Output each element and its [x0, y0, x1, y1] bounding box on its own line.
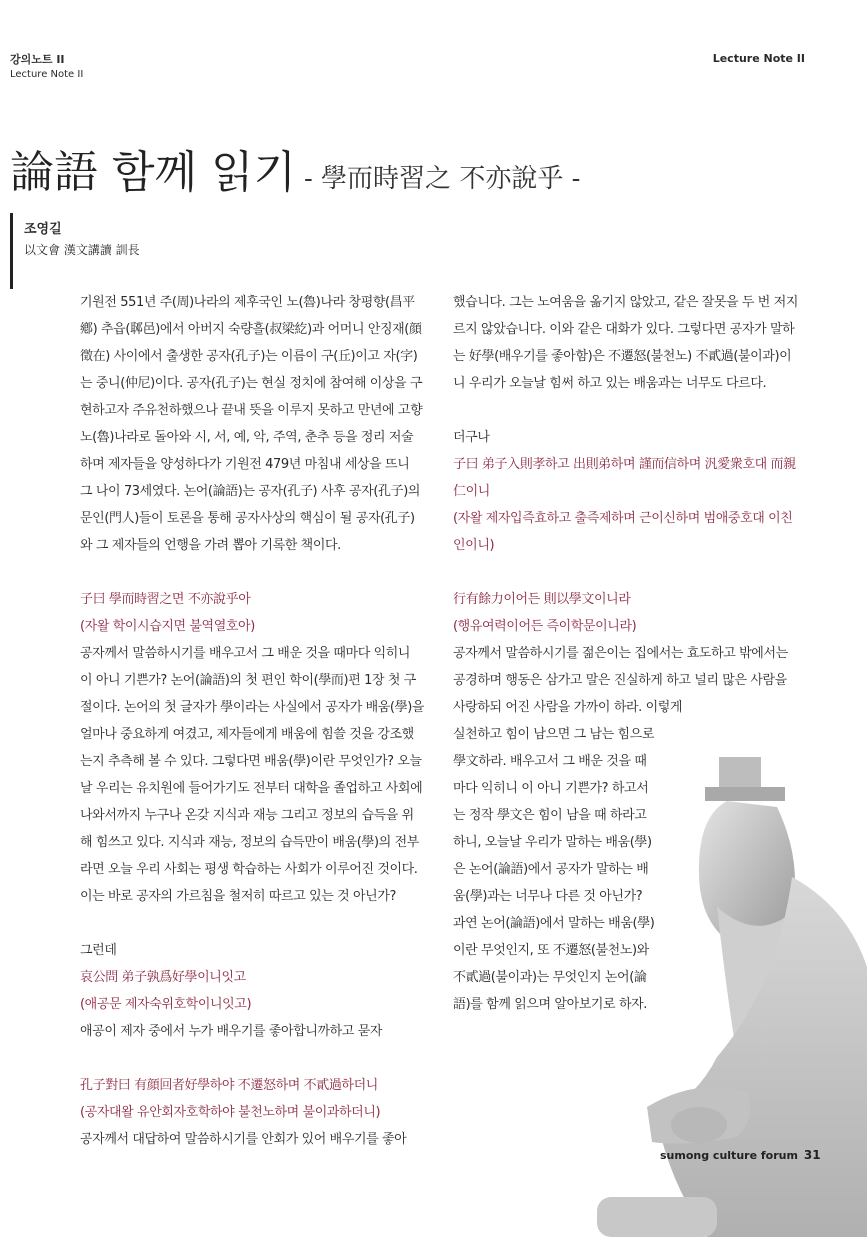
right-paragraph-1: 했습니다. 그는 노여움을 옮기지 않았고, 같은 잘못을 두 번 저지르지 않았습니다. 이와 같은 대화가 있다. 그렇다면 공자가 말하는 好學(배우기를 좋아함)은 不遷怒(불천노) 不貳過(불이과)이니 우리가 오늘날 힘써 하고 있는 배움과는 너무도 다르다. — [453, 295, 799, 391]
quote-1-reading: (자왈 학이시습지면 불역열호아) — [80, 619, 255, 634]
quote-1: 子曰 學而時習之면 不亦說乎아 — [80, 592, 251, 607]
intro-paragraph: 기원전 551년 주(周)나라의 제후국인 노(魯)나라 창평향(昌平鄕) 추읍(郰邑)에서 아버지 숙량흘(叔梁紇)과 어머니 안징재(顔徵在) 사이에서 출생한 공자(孔子)는 이름이 구(丘)이고 자(字)는 중니(仲尼)이다. 공자(孔子)는 현실 정치에 참여해 이상을 구현하고자 주유천하했으나 끝내 뜻을 이루지 못하고 만년에 고향 노(魯)나라로 돌아와 시, 서, 예, 악, 주역, 춘추 등을 정리 저술하며 제자들을 양성하다가 기원전 479년 마침내 세상을 뜨니 그 나이 73세였다. 논어(論語)는 공자(孔子) 사후 공자(孔子)의 문인(門人)들이 토론을 통해 공자사상의 핵심이 될 공자(孔子)와 그 제자들의 언행을 가려 뽑아 기록한 책이다. — [80, 295, 423, 553]
article-title — [10, 136, 580, 200]
page-number: 31 — [803, 1148, 821, 1162]
paragraph-3: 공자께서 대답하여 말씀하시기를 안회가 있어 배우기를 좋아 — [80, 1132, 407, 1147]
paragraph-2: 애공이 제자 중에서 누가 배우기를 좋아합니까하고 묻자 — [80, 1024, 383, 1039]
running-header-right: Lecture Note II — [712, 52, 805, 65]
quote-3: 孔子對曰 有顔回者好學하야 不遷怒하며 不貳過하더니 — [80, 1078, 378, 1093]
quote-3-reading: (공자대왈 유안회자호학하야 불천노하며 불이과하더니) — [80, 1105, 381, 1120]
right-paragraph-3: 공자께서 말씀하시기를 젊은이는 집에서는 효도하고 밖에서는 공경하며 행동은 삼가고 말은 진실하게 하고 널리 많은 사람을 사랑하되 어진 사람을 가까이 하라. 이렇게 — [453, 646, 788, 715]
right-column — [453, 289, 798, 1018]
left-column — [80, 289, 425, 1153]
article-title-sub: - 學而時習之 不亦說乎 - — [304, 164, 581, 194]
footer-brand: sumong culture forum — [660, 1149, 798, 1162]
right-quote-3: 行有餘力이어든 則以學文이니라 — [453, 592, 631, 607]
section-title-korean: 강의노트 II — [10, 53, 65, 66]
right-paragraph-4: 실천하고 힘이 남으면 그 남는 힘으로 學文하라. 배우고서 그 배운 것을 때마다 익히니 이 아니 기쁜가? 하고서는 정작 學文은 힘이 남을 때 하라고 하니, 오늘날 우리가 말하는 배움(學)은 논어(論語)에서 공자가 말하는 배움(學)과는 너무나 다른 것 아닌가? 과연 논어(論語)에서 말하는 배움(學)이란 무엇인지, 또 不遷怒(불천노)와 不貳過(불이과)는 무엇인지 논어(論語)를 함께 읽으며 알아보기로 하자. — [453, 727, 655, 1012]
section-title-english: Lecture Note II — [10, 69, 84, 80]
quote-2-reading: (애공문 제자숙위호학이니잇고) — [80, 997, 252, 1012]
running-header-left — [10, 52, 83, 82]
author-name: 조영길 — [24, 222, 62, 237]
quote-2: 哀公問 弟子孰爲好學이니잇고 — [80, 970, 246, 985]
paragraph-1: 공자께서 말씀하시기를 배우고서 그 배운 것을 때마다 익히니 이 아니 기쁜가? 논어(論語)의 첫 편인 학이(學而)편 1장 첫 구절이다. 논어의 첫 글자가 學이라는 사실에서 공자가 배움(學)을 얼마나 중요하게 여겼고, 제자들에게 배움에 힘쓸 것을 강조했는지 추측해 볼 수 있다. 그렇다면 배움(學)이란 무엇인가? 오늘날 우리는 유치원에 들어가기도 전부터 대학을 졸업하고 사회에 나와서까지 누구나 온갖 지식과 재능 그리고 정보의 습득을 위해 힘쓰고 있다. 지식과 재능, 정보의 습득만이 배움(學)의 전부라면 오늘 우리 사회는 평생 학습하는 사회가 이루어진 것이다. 이는 바로 공자의 가르침을 철저히 따르고 있는 것 아닌가? — [80, 646, 425, 904]
author-divider-bar — [10, 213, 13, 289]
author-block — [24, 220, 140, 260]
page-footer — [660, 1148, 821, 1162]
article-title-main: 論語 함께 읽기 — [10, 147, 296, 198]
right-quote-2: 子曰 弟子入則孝하고 出則弟하며 謹而信하며 汎愛衆호대 而親仁이니 — [453, 457, 796, 499]
lead-in-2: 그런데 — [80, 943, 117, 958]
author-affiliation: 以文會 漢文講讀 訓長 — [24, 243, 140, 257]
right-lead-in-2: 더구나 — [453, 430, 490, 445]
right-quote-2-reading: (자왈 제자입즉효하고 출즉제하며 근이신하며 범애중호대 이친인이니) — [453, 511, 793, 553]
right-quote-3-reading: (행유여력이어든 즉이학문이니라) — [453, 619, 637, 634]
